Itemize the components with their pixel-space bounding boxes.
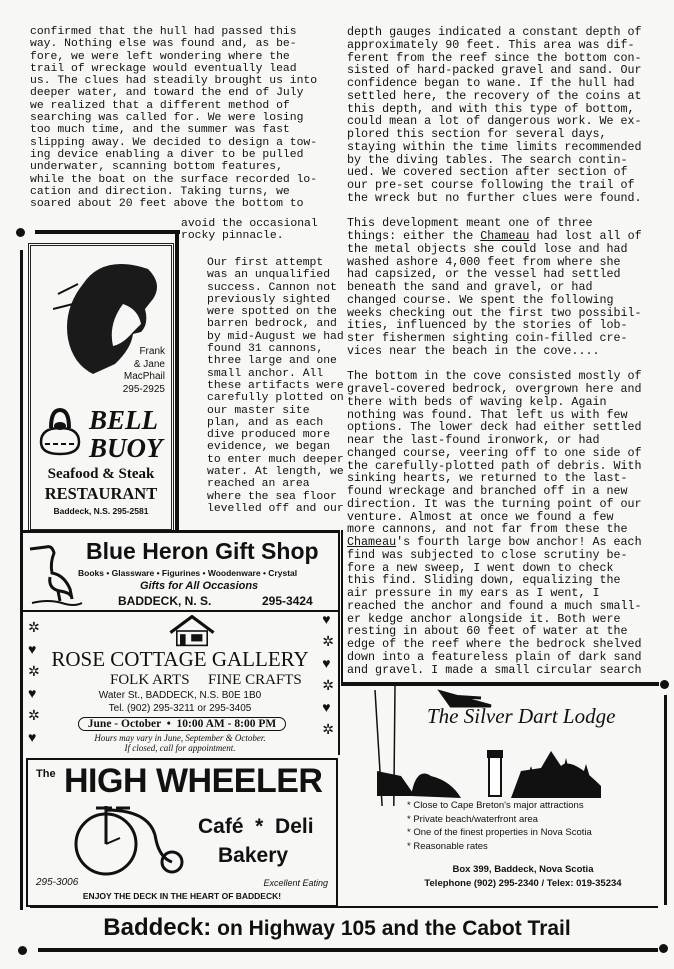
text-line: vices near the beach in the cove.... <box>347 343 600 358</box>
owner-phone: 295-2925 <box>122 383 165 395</box>
text-line: er kedge anchor alongside it. Both were <box>347 611 621 626</box>
text-fragment: things: either the <box>347 229 481 243</box>
text-line: water. At length, we <box>207 466 344 479</box>
text-line: settled here, the recovery of the coins at <box>347 88 642 103</box>
text-line <box>347 230 642 243</box>
text-line: deeper water, and toward the end of July <box>30 87 304 100</box>
phone: Tel. (902) 295-3211 or 295-3405 <box>108 703 252 714</box>
text-line: we realized that a different method of <box>30 99 290 112</box>
text-line: could mean a lot of dangerous work. We ex- <box>347 114 642 129</box>
text-line: were spotted on the <box>207 306 337 319</box>
text-line: near the last-found ironwork, or had <box>347 433 600 447</box>
tagline: Seafood & Steak <box>47 466 155 482</box>
text-line: the metal objects she could lose and had <box>347 241 628 256</box>
text-line: weeks checking out the first two possibil- <box>347 305 642 320</box>
ad-bell-buoy <box>28 243 174 532</box>
text-line: direction. It was the turning point of our <box>347 496 642 511</box>
text-line: depth gauges indicated a constant depth of <box>347 25 642 39</box>
text-line: cation and direction. Taking turns, we <box>30 185 290 198</box>
text-line: sinking hearts, we returned to the last- <box>347 471 628 486</box>
text-line: had capsized, or the vessel had settled <box>347 267 621 282</box>
hours-note: If closed, call for appointment. <box>124 743 236 753</box>
text-line: ster fishermen sighting coin-filled cre- <box>347 331 628 345</box>
text-line: options. The lower deck had either settled <box>347 420 642 435</box>
tagline: Gifts for All Occasions <box>140 580 259 592</box>
text-line: venture. Almost at once we found a few <box>347 509 614 524</box>
products: Books • Glassware • Figurines • Woodenware • Crystal <box>78 568 298 578</box>
text-line: way. Nothing else was found and, as be- <box>30 38 297 51</box>
text-line: confirmed that the hull had passed this <box>30 26 297 38</box>
text-line: reached the anchor and found a much small- <box>347 598 642 613</box>
feature-item: * Reasonable rates <box>407 840 488 852</box>
divider <box>38 948 658 952</box>
text-line: fore, we were left wondering where the <box>30 50 290 63</box>
phone: Telephone (902) 295-2340 / Telex: 019-35234 <box>424 878 622 889</box>
divider <box>35 230 180 234</box>
text-line: these artifacts were <box>207 379 344 392</box>
text-line: underwater, scanning bottom features, <box>30 161 283 174</box>
article-column-left <box>30 26 317 210</box>
restaurant-name: BELL <box>89 405 159 435</box>
text-line: nothing was found. That left us with few <box>347 407 628 422</box>
feature-item: * One of the finest properties in Nova Scotia <box>407 827 592 838</box>
text-line: small anchor. All <box>207 367 324 380</box>
ad-silver-dart-lodge <box>343 686 663 904</box>
hours: June - October • 10:00 AM - 8:00 PM <box>78 717 286 731</box>
ship-name: Chameau <box>347 535 397 549</box>
text-line: plored this section for several days, <box>347 127 607 141</box>
text-line: the carefully-plotted path of debris. With <box>347 458 642 473</box>
text-line: this depth, and with this type of bottom, <box>347 101 635 116</box>
text-line: gravel-covered bedrock, overgrown here and <box>347 382 642 396</box>
ship-name: Chameau <box>480 229 530 243</box>
text-line: was an unqualified <box>207 269 331 282</box>
text-line: evidence, we began <box>207 441 331 454</box>
text-line: and gravel. I made a small circular search <box>347 662 642 677</box>
owner-line: & Jane <box>133 358 165 370</box>
restaurant-name: BUOY <box>89 433 163 463</box>
bakery: Bakery <box>218 844 289 867</box>
cottage-icon <box>165 615 219 647</box>
text-line: down into a featureless plain of dark sand <box>347 649 642 664</box>
text-line: edge of the reef where the bedrock shelved <box>347 637 642 651</box>
bullet-dot <box>16 228 25 237</box>
the-label: The <box>36 768 56 780</box>
text-line: searching was called for. We were losing <box>30 112 304 125</box>
text-line: ities, influenced by the stories of lob- <box>347 318 628 333</box>
text-line: air pressure in my ears as I went, I <box>347 586 600 600</box>
heron-icon <box>28 541 84 607</box>
text-line: The bottom in the cove consisted mostly of <box>347 369 642 384</box>
banner-text <box>0 914 674 943</box>
owner-line: Frank <box>139 346 165 357</box>
text-line: us. The clues had steadily brought us into <box>30 75 318 88</box>
text-line: by mid-August we had <box>207 330 344 343</box>
tagline: Excellent Eating <box>263 878 328 888</box>
feature-item: * Close to Cape Breton's major attractions <box>407 800 584 811</box>
text-line: there with beds of waving kelp. Again <box>347 394 607 409</box>
text-line: previously sighted <box>207 293 331 306</box>
text-line: success. Cannon not <box>207 281 337 294</box>
text-line: our master site <box>207 404 310 417</box>
text-line: levelled off and our <box>207 502 344 515</box>
bullet-dot <box>659 944 668 953</box>
divider <box>30 906 658 908</box>
ad-rose-cottage <box>22 610 340 755</box>
text-line: more cannons, and not far from these the <box>347 522 628 537</box>
text-line: carefully plotted on <box>207 392 344 405</box>
cafe-name: HIGH WHEELER <box>64 762 323 800</box>
divider <box>664 695 667 905</box>
address: Water St., BADDECK, N.S. B0E 1B0 <box>98 690 262 701</box>
banner-route: on Highway 105 and the Cabot Trail <box>211 917 571 940</box>
text-line: where the sea floor <box>207 490 337 503</box>
feature-item: * Private beach/waterfront area <box>407 813 538 825</box>
text-line: our pre-set course following the trail of <box>347 178 635 192</box>
text-line: dive produced more <box>207 429 331 442</box>
text-line: while the boat on the surface recorded lo- <box>30 173 318 186</box>
text-line: resting in about 60 feet of water at the <box>347 624 628 639</box>
text-line: barren bedrock, and <box>207 318 337 331</box>
text-line: avoid the occasional <box>181 218 318 230</box>
text-line: this find. Sliding down, equalizing the <box>347 573 621 588</box>
text-fragment: 's fourth large bow anchor! As each <box>396 535 642 549</box>
phone: 295-3424 <box>262 594 313 608</box>
text-line: too much time, and the summer was fast <box>30 124 290 137</box>
divider <box>341 530 343 685</box>
ad-blue-heron <box>22 530 340 610</box>
bullet-dot <box>18 946 27 955</box>
cafe-deli: Café * Deli <box>198 815 314 838</box>
text-line: ferent from the reef since the bottom con- <box>347 50 642 65</box>
text-line: approximately 90 feet. This area was dif- <box>347 37 635 52</box>
text-line: the wreck but no further clues were found. <box>347 190 642 205</box>
text-line: changed course, veering off to one side of <box>347 445 642 460</box>
gallery-name: ROSE COTTAGE GALLERY <box>51 647 309 671</box>
text-line: ing device enabling a diver to be pulled <box>30 148 304 161</box>
text-line: plan, and as each <box>207 416 324 429</box>
phone: 295-3006 <box>36 877 79 888</box>
text-line: trail of wreckage would eventually lead <box>30 62 297 75</box>
ad-high-wheeler <box>26 758 338 907</box>
text-line <box>347 536 642 549</box>
text-line: fore a new sweep, I went down to check <box>347 560 614 575</box>
category: FINE CRAFTS <box>208 672 302 688</box>
text-line: confidence began to wane. If the hull had <box>347 76 635 90</box>
article-column-right <box>347 26 642 676</box>
text-line: beneath the sand and gravel, or had <box>347 280 593 294</box>
text-line: slipping away. We decided to design a tow- <box>30 136 318 149</box>
border-pattern-right: ♥ ✲ ♥ ✲ ♥ ✲ <box>322 613 334 738</box>
owner-line: MacPhail <box>123 371 165 382</box>
text-line: changed course. We spent the following <box>347 292 614 307</box>
category: FOLK ARTS <box>110 672 190 688</box>
hours-note: Hours may vary in June, September & October. <box>94 733 266 743</box>
text-line: three large and one <box>207 355 337 368</box>
shop-name: Blue Heron Gift Shop <box>86 538 319 564</box>
restaurant-type: RESTAURANT <box>44 484 158 503</box>
text-line: This development meant one of three <box>347 216 593 231</box>
text-line: found wreckage and branched off in a new <box>347 484 628 498</box>
address: Baddeck, N.S. 295-2581 <box>53 506 149 516</box>
text-line: Our first attempt <box>207 257 324 269</box>
article-column-left-tail <box>181 218 318 243</box>
text-line: found 31 cannons, <box>207 343 324 356</box>
penny-farthing-icon <box>72 800 192 880</box>
border-pattern-left: ✲ ♥ ✲ ♥ ✲ ♥ <box>28 621 39 746</box>
text-line: ued. We covered section after section of <box>347 165 628 180</box>
text-line: find was subjected to close scrutiny be- <box>347 547 628 562</box>
text-line: washed ashore 4,000 feet from where she <box>347 254 621 269</box>
text-line: by the diving tables. The search contin- <box>347 152 628 167</box>
article-column-narrow <box>207 257 344 515</box>
text-line: staying within the time limits recommended <box>347 139 642 154</box>
banner-town: Baddeck: <box>103 914 212 941</box>
text-fragment: had lost all of <box>529 229 642 243</box>
bell-buoy-icon <box>37 406 83 458</box>
footer: ENJOY THE DECK IN THE HEART OF BADDECK! <box>82 891 282 901</box>
text-line: reached an area <box>207 478 310 491</box>
town: BADDECK, N. S. <box>118 594 212 608</box>
text-line: soared about 20 feet above the bottom to <box>30 198 304 211</box>
text-line: rocky pinnacle. <box>181 230 284 243</box>
divider <box>175 230 179 530</box>
text-line: to enter much deeper <box>207 453 344 466</box>
lodge-name: The Silver Dart Lodge <box>427 704 616 728</box>
address: Box 399, Baddeck, Nova Scotia <box>452 864 594 875</box>
text-line: sisted of hard-packed gravel and sand. Our <box>347 63 642 78</box>
